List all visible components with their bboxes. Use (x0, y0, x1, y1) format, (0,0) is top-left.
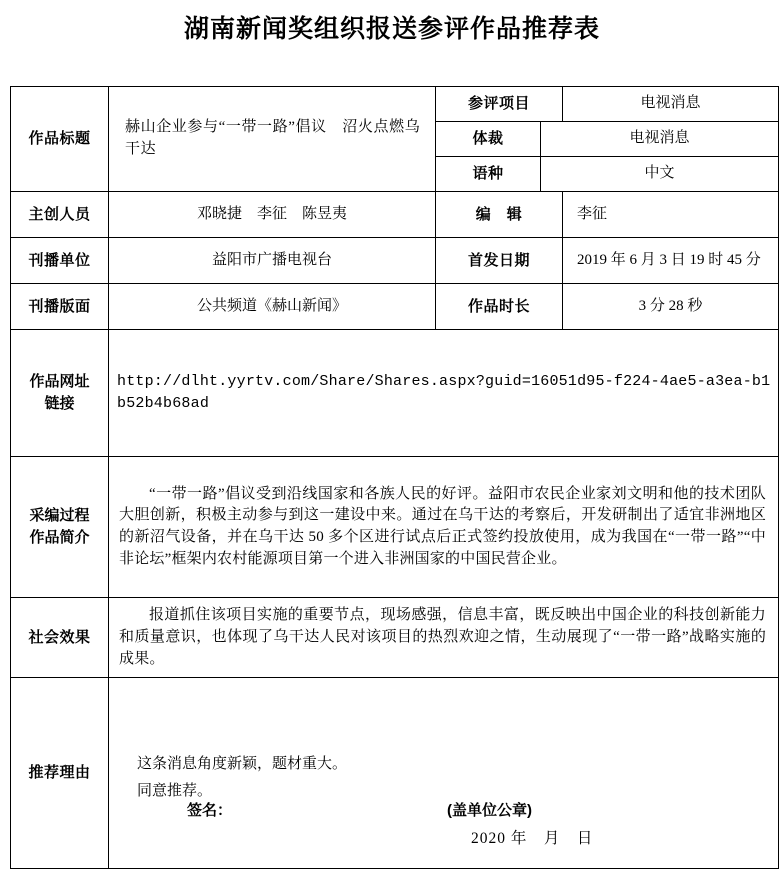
label-summary (11, 457, 109, 598)
value-creators: 邓晓捷 李征 陈昱夷 (109, 192, 436, 238)
label-creators: 主创人员 (11, 192, 109, 238)
value-work-url[interactable]: http://dlht.yyrtv.com/Share/Shares.aspx?guid=16051d95-f224-4ae5-a3ea-b1b52b4b68ad (109, 330, 779, 457)
table-row-summary (11, 457, 779, 598)
value-broadcast-unit: 益阳市广播电视台 (109, 238, 436, 284)
signature-date-line: 2020 年 月 日 (471, 830, 594, 848)
label-work-title: 作品标题 (11, 87, 109, 192)
label-first-air-date: 首发日期 (436, 238, 563, 284)
label-work-url-line2: 链接 (44, 395, 75, 412)
value-broadcast-section: 公共频道《赫山新闻》 (109, 284, 436, 330)
signature-area (109, 794, 778, 856)
label-broadcast-section: 刊播版面 (11, 284, 109, 330)
label-work-url (11, 330, 109, 457)
table-row-creators-editor (11, 192, 779, 238)
label-language: 语种 (436, 157, 541, 192)
table-row-title-category (11, 87, 779, 122)
value-work-title: 赫山企业参与“一带一路”倡议 沼火点燃乌干达 (109, 87, 436, 192)
table-row-unit-date (11, 238, 779, 284)
label-summary-line2: 作品简介 (29, 529, 90, 546)
value-editor: 李征 (563, 192, 779, 238)
label-category: 参评项目 (436, 87, 563, 122)
label-recommend-reason: 推荐理由 (11, 678, 109, 869)
value-summary: “一带一路”倡议受到沿线国家和各族人民的好评。益阳市农民企业家刘文明和他的技术团队大胆创新，积极主动参与到这一建设中来。通过在乌干达的考察后，开发研制出了适宜非洲地区的新沼气设备，并在乌干达 50 多个区进行试点后正式签约投放使用，成为我国在“一带一路”“中非论坛”框架内农村能源项目第一个进入非洲国家的中国民营企业。 (119, 485, 767, 567)
value-category: 电视消息 (563, 87, 779, 122)
value-social-effect: 报道抓住该项目实施的重要节点，现场感强，信息丰富，既反映出中国企业的科技创新能力和质量意识，也体现了乌干达人民对该项目的热烈欢迎之情，生动展现了“一带一路”战略实施的成果。 (119, 607, 767, 667)
value-summary-cell (109, 457, 779, 598)
value-recommend-reason-cell (109, 678, 779, 869)
value-social-effect-cell (109, 598, 779, 678)
label-social-effect: 社会效果 (11, 598, 109, 678)
value-first-air-date: 2019 年 6 月 3 日 19 时 45 分 (563, 238, 779, 284)
label-genre: 体裁 (436, 122, 541, 157)
label-summary-line1: 采编过程 (29, 507, 90, 525)
table-row-recommend-reason (11, 678, 779, 869)
recommendation-form-table-wrapper (10, 86, 778, 869)
label-editor: 编 辑 (436, 192, 563, 238)
table-row-section-duration (11, 284, 779, 330)
label-duration: 作品时长 (436, 284, 563, 330)
official-seal-note: (盖单位公章) (447, 802, 532, 820)
signature-label: 签名： (187, 802, 233, 820)
recommendation-form-table (10, 86, 779, 869)
recommend-reason-line-2: 同意推荐。 (137, 783, 213, 800)
label-work-url-line1: 作品网址 (29, 373, 90, 391)
label-broadcast-unit: 刊播单位 (11, 238, 109, 284)
table-row-url (11, 330, 779, 457)
value-genre: 电视消息 (541, 122, 779, 157)
recommend-reason-line-1: 这条消息角度新颖，题材重大。 (137, 756, 348, 773)
table-row-social-effect (11, 598, 779, 678)
value-duration: 3 分 28 秒 (563, 284, 779, 330)
page-title: 湖南新闻奖组织报送参评作品推荐表 (183, 15, 600, 43)
value-language: 中文 (541, 157, 779, 192)
